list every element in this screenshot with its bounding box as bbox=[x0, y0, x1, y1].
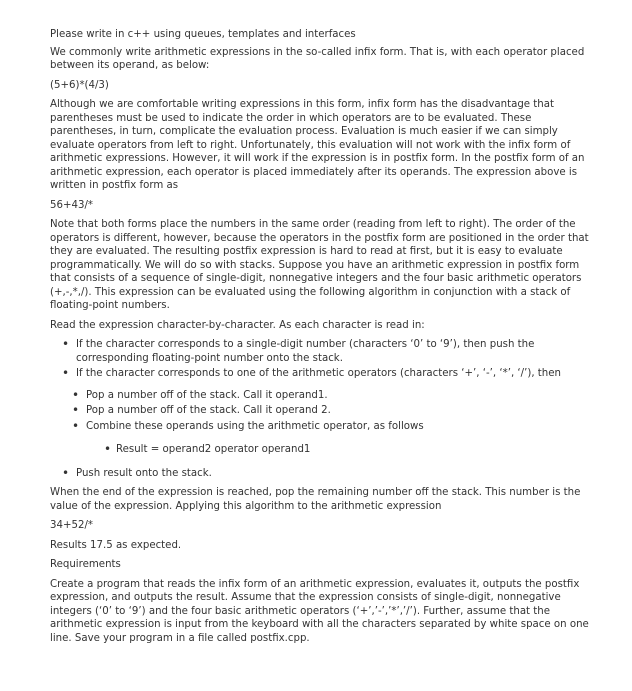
result-formula-list bbox=[50, 443, 592, 457]
result-line: Results 17.5 as expected. bbox=[50, 539, 182, 551]
list-item: • Combine these operands using the arithmetic operator, as follows bbox=[54, 420, 592, 434]
list-item: • If the character corresponds to a single-digit number (characters ‘0’ to ‘9’), then push the corresponding floating-point number onto the stack. bbox=[54, 338, 592, 365]
paragraph-postfix-explanation: Although we are comfortable writing expressions in this form, infix form has the disadvantage that parentheses must be used to indicate the order in which operators are to be evaluated. These parentheses, in turn, complicate the evaluation process. Evaluation is much easier if we can simply evaluate operators from left to right. Unfortunately, this evaluation will not work with the infix form of arithmetic expressions. However, it will work if the expression is in postfix form. In the postfix form of an arithmetic expression, each operator is placed immediately after its operands. The expression above is written in postfix form as bbox=[50, 99, 585, 191]
requirements-heading: Requirements bbox=[50, 559, 121, 570]
intro-line: Please write in c++ using queues, templates and interfaces bbox=[50, 29, 356, 40]
example-expression: 34+52/* bbox=[50, 520, 93, 531]
list-item: • Pop a number off of the stack. Call it operand1. bbox=[54, 389, 592, 403]
postfix-example: 56+43/* bbox=[50, 199, 93, 211]
list-item: • Pop a number off of the stack. Call it operand 2. bbox=[54, 404, 592, 418]
infix-example: (5+6)*(4/3) bbox=[50, 79, 109, 91]
algorithm-bullet-list bbox=[50, 338, 592, 381]
paragraph-infix-intro: We commonly write arithmetic expressions in the so-called infix form. That is, with each operator placed between its operand, as below: bbox=[50, 46, 585, 71]
paragraph-algorithm-intro: Note that both forms place the numbers in the same order (reading from left to right). The order of the operators is different, however, because the operators in the postfix form are positioned in the order that they are evaluated. The resulting postfix expression is hard to read at first, but it is easy to evaluate programmatically. We will do so with stacks. Suppose you have an arithmetic expression in postfix form that consists of a sequence of single-digit, nonnegative integers and the four basic arithmetic operators (+,-,*,/). This expression can be evaluated using the following algorithm in conjunction with a stack of floating-point numbers. bbox=[50, 219, 589, 311]
operator-steps-list bbox=[50, 389, 592, 434]
paragraph-end-of-expression: When the end of the expression is reached, pop the remaining number off the stack. This number is the value of the expression. Applying this algorithm to the arithmetic expression bbox=[50, 487, 581, 512]
push-result-list bbox=[50, 467, 592, 481]
paragraph-read-instruction: Read the expression character-by-character. As each character is read in: bbox=[50, 319, 425, 331]
paragraph-requirements: Create a program that reads the infix form of an arithmetic expression, evaluates it, outputs the postfix expression, and outputs the result. Assume that the expression consists of single-digit, nonnegative integers (‘0’ to ‘9’) and the four basic arithmetic operators (‘+’,’-’,’*’,’/’). Further, assume that the arithmetic expression is input from the keyboard with all the characters separated by white space on one line. Save your program in a file called postfix.cpp. bbox=[50, 578, 589, 644]
list-item: • Result = operand2 operator operand1 bbox=[50, 443, 592, 457]
list-item: • If the character corresponds to one of the arithmetic operators (characters ‘+’, ‘-’, ‘*’, ‘/’), then bbox=[54, 367, 592, 381]
list-item: • Push result onto the stack. bbox=[54, 467, 592, 481]
